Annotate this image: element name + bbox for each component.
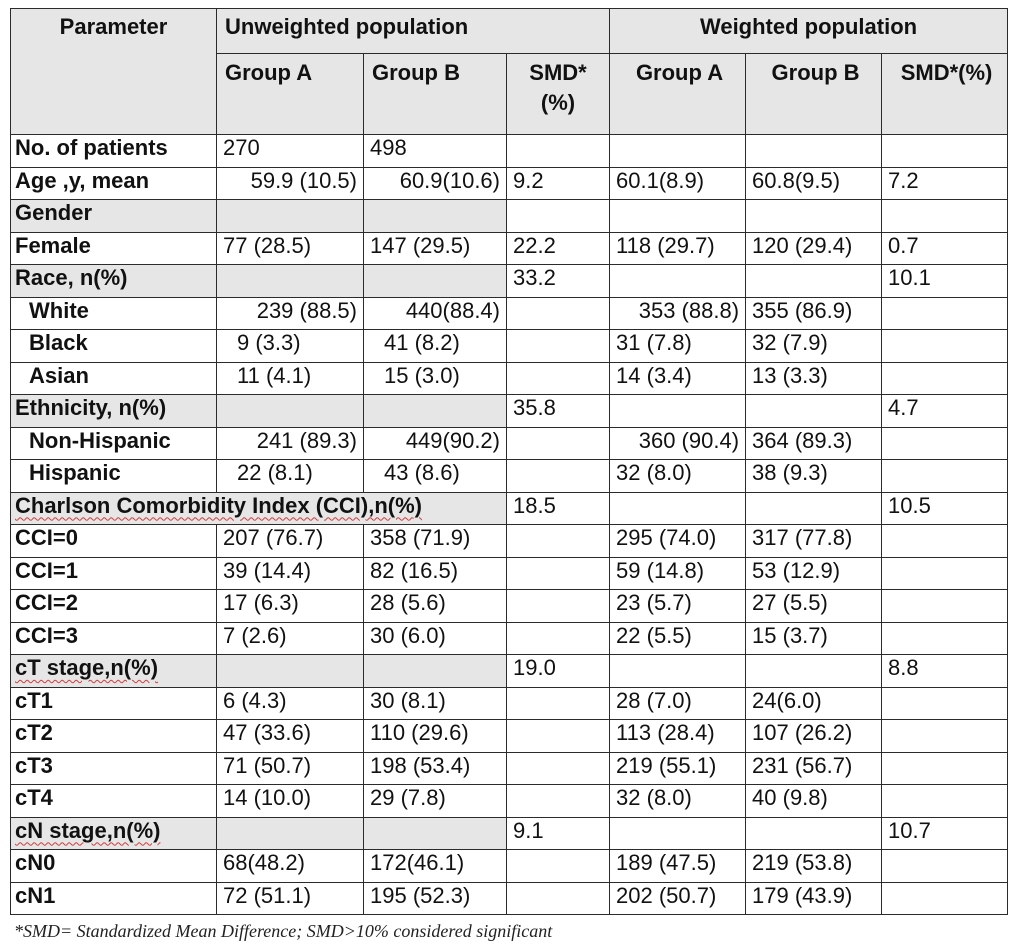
table-cell: 10.5 bbox=[882, 492, 1008, 525]
table-cell bbox=[507, 135, 610, 168]
row-label bbox=[11, 655, 217, 688]
table-cell bbox=[746, 200, 882, 233]
row-label-text: cN stage,n(%) bbox=[15, 817, 161, 843]
table-cell: 11 (4.1) bbox=[217, 362, 364, 395]
table-cell bbox=[882, 525, 1008, 558]
table-row bbox=[11, 752, 1008, 785]
table-cell bbox=[507, 525, 610, 558]
table-cell: 82 (16.5) bbox=[364, 557, 507, 590]
table-row bbox=[11, 135, 1008, 168]
table-cell: 47 (33.6) bbox=[217, 720, 364, 753]
table-cell bbox=[507, 850, 610, 883]
row-label-text: cT stage,n(%) bbox=[15, 655, 159, 680]
row-label: CCI=3 bbox=[11, 622, 217, 655]
table-cell bbox=[746, 492, 882, 525]
table-cell bbox=[507, 785, 610, 818]
table-cell: 30 (8.1) bbox=[364, 687, 507, 720]
table-cell bbox=[217, 265, 364, 298]
table-row bbox=[11, 460, 1008, 493]
table-cell: 60.1(8.9) bbox=[610, 167, 746, 200]
table-cell bbox=[507, 460, 610, 493]
header-unweighted-smd: SMD* (%) bbox=[507, 54, 610, 135]
table-cell: 30 (6.0) bbox=[364, 622, 507, 655]
row-label: cN1 bbox=[11, 882, 217, 915]
row-label: cT1 bbox=[11, 687, 217, 720]
table-row bbox=[11, 785, 1008, 818]
table-cell bbox=[746, 135, 882, 168]
table-cell: 60.8(9.5) bbox=[746, 167, 882, 200]
table-cell: 198 (53.4) bbox=[364, 752, 507, 785]
row-label: Hispanic bbox=[11, 460, 217, 493]
table-cell: 189 (47.5) bbox=[610, 850, 746, 883]
table-cell bbox=[610, 200, 746, 233]
table-cell bbox=[746, 817, 882, 850]
table-row bbox=[11, 850, 1008, 883]
row-label bbox=[11, 492, 507, 525]
header-parameter: Parameter bbox=[11, 9, 217, 135]
table-cell: 10.1 bbox=[882, 265, 1008, 298]
table-cell bbox=[507, 330, 610, 363]
table-cell: 498 bbox=[364, 135, 507, 168]
table-row bbox=[11, 232, 1008, 265]
row-label: cT2 bbox=[11, 720, 217, 753]
table-cell bbox=[882, 330, 1008, 363]
table-cell: 29 (7.8) bbox=[364, 785, 507, 818]
table-cell: 35.8 bbox=[507, 395, 610, 428]
row-label: CCI=1 bbox=[11, 557, 217, 590]
table-cell bbox=[507, 297, 610, 330]
table-cell: 179 (43.9) bbox=[746, 882, 882, 915]
row-label: cN0 bbox=[11, 850, 217, 883]
table-cell: 219 (53.8) bbox=[746, 850, 882, 883]
table-cell: 32 (8.0) bbox=[610, 460, 746, 493]
table-cell: 43 (8.6) bbox=[364, 460, 507, 493]
table-cell: 6 (4.3) bbox=[217, 687, 364, 720]
header-unweighted-group-b: Group B bbox=[364, 54, 507, 135]
table-cell: 219 (55.1) bbox=[610, 752, 746, 785]
row-label: CCI=2 bbox=[11, 590, 217, 623]
table-cell bbox=[610, 395, 746, 428]
table-cell bbox=[882, 297, 1008, 330]
table-cell bbox=[507, 427, 610, 460]
table-cell bbox=[217, 655, 364, 688]
table-cell: 8.8 bbox=[882, 655, 1008, 688]
row-label: Female bbox=[11, 232, 217, 265]
table-row bbox=[11, 622, 1008, 655]
table-cell: 241 (89.3) bbox=[217, 427, 364, 460]
table-cell: 18.5 bbox=[507, 492, 610, 525]
table-cell bbox=[364, 817, 507, 850]
table-cell bbox=[610, 655, 746, 688]
table-row bbox=[11, 720, 1008, 753]
table-cell bbox=[364, 395, 507, 428]
table-row bbox=[11, 557, 1008, 590]
table-cell bbox=[507, 720, 610, 753]
table-cell bbox=[507, 882, 610, 915]
table-cell: 270 bbox=[217, 135, 364, 168]
table-cell: 23 (5.7) bbox=[610, 590, 746, 623]
table-cell bbox=[507, 590, 610, 623]
table-row bbox=[11, 200, 1008, 233]
table-cell: 358 (71.9) bbox=[364, 525, 507, 558]
table-cell: 17 (6.3) bbox=[217, 590, 364, 623]
table-row bbox=[11, 687, 1008, 720]
table-cell: 68(48.2) bbox=[217, 850, 364, 883]
table-cell bbox=[746, 265, 882, 298]
table-row bbox=[11, 817, 1008, 850]
table-cell: 28 (7.0) bbox=[610, 687, 746, 720]
table-cell: 41 (8.2) bbox=[364, 330, 507, 363]
table-cell: 202 (50.7) bbox=[610, 882, 746, 915]
row-label: Asian bbox=[11, 362, 217, 395]
table-cell: 120 (29.4) bbox=[746, 232, 882, 265]
table-cell bbox=[882, 200, 1008, 233]
table-cell: 10.7 bbox=[882, 817, 1008, 850]
table-row bbox=[11, 167, 1008, 200]
table-cell: 14 (10.0) bbox=[217, 785, 364, 818]
table-cell: 71 (50.7) bbox=[217, 752, 364, 785]
table-cell: 24(6.0) bbox=[746, 687, 882, 720]
row-label: Ethnicity, n(%) bbox=[11, 395, 217, 428]
table-cell bbox=[882, 752, 1008, 785]
table-cell bbox=[746, 395, 882, 428]
table-cell bbox=[364, 200, 507, 233]
table-cell bbox=[610, 265, 746, 298]
table-cell: 28 (5.6) bbox=[364, 590, 507, 623]
table-cell bbox=[217, 395, 364, 428]
table-cell bbox=[882, 882, 1008, 915]
table-cell bbox=[882, 135, 1008, 168]
table-cell: 9.1 bbox=[507, 817, 610, 850]
table-cell: 107 (26.2) bbox=[746, 720, 882, 753]
table-cell: 355 (86.9) bbox=[746, 297, 882, 330]
table-cell bbox=[882, 785, 1008, 818]
header-unweighted-group-a: Group A bbox=[217, 54, 364, 135]
table-row bbox=[11, 525, 1008, 558]
table-cell: 7.2 bbox=[882, 167, 1008, 200]
table-cell: 59.9 (10.5) bbox=[217, 167, 364, 200]
row-label: Non-Hispanic bbox=[11, 427, 217, 460]
table-cell: 59 (14.8) bbox=[610, 557, 746, 590]
table-cell: 31 (7.8) bbox=[610, 330, 746, 363]
row-label: cT4 bbox=[11, 785, 217, 818]
table-row bbox=[11, 265, 1008, 298]
table-cell bbox=[507, 752, 610, 785]
row-label: CCI=0 bbox=[11, 525, 217, 558]
table-row bbox=[11, 427, 1008, 460]
row-label: cT3 bbox=[11, 752, 217, 785]
table-cell: 32 (8.0) bbox=[610, 785, 746, 818]
table-cell: 449(90.2) bbox=[364, 427, 507, 460]
table-cell: 353 (88.8) bbox=[610, 297, 746, 330]
row-label: Gender bbox=[11, 200, 217, 233]
table-cell bbox=[364, 265, 507, 298]
table-cell: 360 (90.4) bbox=[610, 427, 746, 460]
table-cell bbox=[217, 200, 364, 233]
table-cell: 239 (88.5) bbox=[217, 297, 364, 330]
table-cell: 440(88.4) bbox=[364, 297, 507, 330]
table-cell bbox=[217, 817, 364, 850]
table-cell bbox=[507, 557, 610, 590]
table-row bbox=[11, 395, 1008, 428]
table-cell bbox=[882, 362, 1008, 395]
row-label-text: Charlson Comorbidity Index (CCI),n(%) bbox=[15, 492, 422, 518]
table-cell: 40 (9.8) bbox=[746, 785, 882, 818]
table-cell: 118 (29.7) bbox=[610, 232, 746, 265]
table-row bbox=[11, 330, 1008, 363]
table-cell: 13 (3.3) bbox=[746, 362, 882, 395]
table-row bbox=[11, 655, 1008, 688]
row-label: Age ,y, mean bbox=[11, 167, 217, 200]
table-cell bbox=[746, 655, 882, 688]
table-row bbox=[11, 882, 1008, 915]
table-cell bbox=[610, 135, 746, 168]
table-cell: 53 (12.9) bbox=[746, 557, 882, 590]
header-weighted-population: Weighted population bbox=[610, 9, 1008, 54]
table-cell: 207 (76.7) bbox=[217, 525, 364, 558]
table-cell: 22 (5.5) bbox=[610, 622, 746, 655]
table-cell: 22 (8.1) bbox=[217, 460, 364, 493]
table-cell: 72 (51.1) bbox=[217, 882, 364, 915]
table-cell: 27 (5.5) bbox=[746, 590, 882, 623]
table-row bbox=[11, 362, 1008, 395]
table-cell bbox=[882, 622, 1008, 655]
table-cell: 33.2 bbox=[507, 265, 610, 298]
table-cell: 9.2 bbox=[507, 167, 610, 200]
table-cell: 38 (9.3) bbox=[746, 460, 882, 493]
table-cell bbox=[507, 622, 610, 655]
table-row bbox=[11, 492, 1008, 525]
table-cell bbox=[882, 720, 1008, 753]
row-label bbox=[11, 817, 217, 850]
baseline-characteristics-table bbox=[10, 8, 1008, 915]
table-cell bbox=[882, 557, 1008, 590]
row-label: No. of patients bbox=[11, 135, 217, 168]
table-cell: 32 (7.9) bbox=[746, 330, 882, 363]
table-cell: 317 (77.8) bbox=[746, 525, 882, 558]
table-cell: 7 (2.6) bbox=[217, 622, 364, 655]
table-cell: 195 (52.3) bbox=[364, 882, 507, 915]
table-cell bbox=[882, 687, 1008, 720]
table-cell: 172(46.1) bbox=[364, 850, 507, 883]
table-cell bbox=[882, 460, 1008, 493]
table-cell: 295 (74.0) bbox=[610, 525, 746, 558]
table-row bbox=[11, 590, 1008, 623]
header-unweighted-population: Unweighted population bbox=[217, 9, 610, 54]
table-row bbox=[11, 297, 1008, 330]
table-container bbox=[10, 8, 1007, 942]
header-weighted-group-b: Group B bbox=[746, 54, 882, 135]
table-cell: 147 (29.5) bbox=[364, 232, 507, 265]
table-cell: 22.2 bbox=[507, 232, 610, 265]
table-cell: 113 (28.4) bbox=[610, 720, 746, 753]
table-cell bbox=[507, 362, 610, 395]
table-cell: 364 (89.3) bbox=[746, 427, 882, 460]
table-cell: 19.0 bbox=[507, 655, 610, 688]
table-cell: 77 (28.5) bbox=[217, 232, 364, 265]
table-cell: 14 (3.4) bbox=[610, 362, 746, 395]
header-weighted-group-a: Group A bbox=[610, 54, 746, 135]
row-label: Race, n(%) bbox=[11, 265, 217, 298]
table-cell: 15 (3.7) bbox=[746, 622, 882, 655]
header-weighted-smd: SMD*(%) bbox=[882, 54, 1008, 135]
table-cell: 110 (29.6) bbox=[364, 720, 507, 753]
table-cell bbox=[610, 817, 746, 850]
table-cell bbox=[507, 200, 610, 233]
table-cell bbox=[364, 655, 507, 688]
table-cell: 0.7 bbox=[882, 232, 1008, 265]
row-label: Black bbox=[11, 330, 217, 363]
table-cell: 231 (56.7) bbox=[746, 752, 882, 785]
table-cell bbox=[882, 590, 1008, 623]
row-label: White bbox=[11, 297, 217, 330]
table-cell bbox=[610, 492, 746, 525]
table-cell bbox=[882, 850, 1008, 883]
table-cell: 9 (3.3) bbox=[217, 330, 364, 363]
table-cell: 15 (3.0) bbox=[364, 362, 507, 395]
table-cell: 60.9(10.6) bbox=[364, 167, 507, 200]
table-cell: 4.7 bbox=[882, 395, 1008, 428]
table-cell: 39 (14.4) bbox=[217, 557, 364, 590]
table-cell bbox=[882, 427, 1008, 460]
footnote: *SMD= Standardized Mean Difference; SMD>10% considered significant bbox=[14, 921, 553, 941]
table-cell bbox=[507, 687, 610, 720]
